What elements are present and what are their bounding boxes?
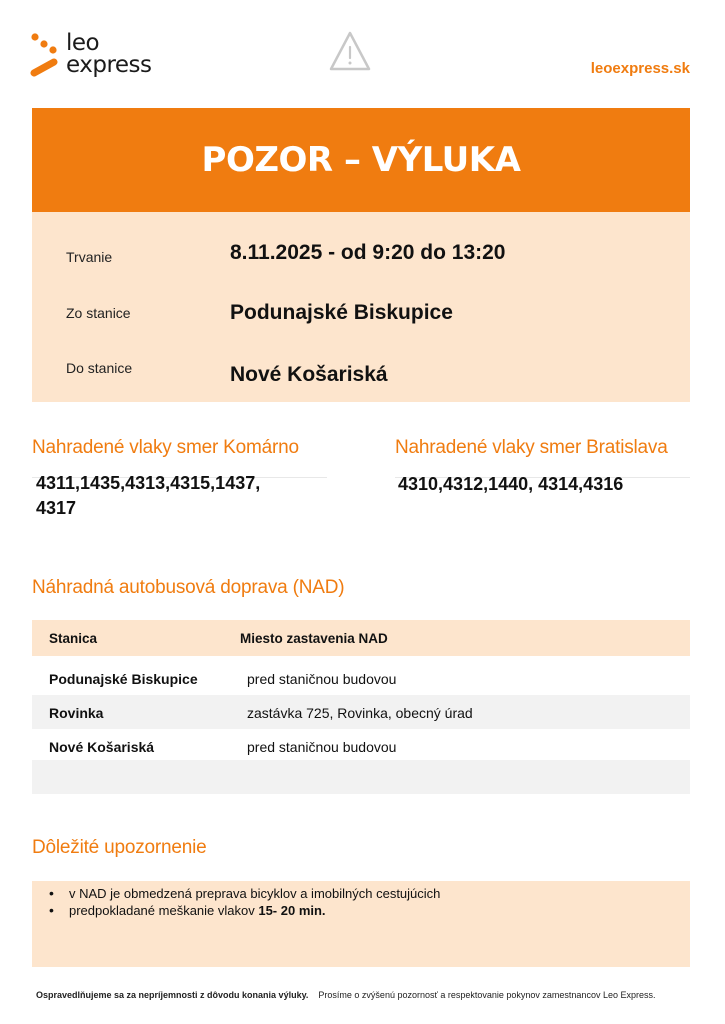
table-row — [32, 661, 690, 695]
logo-line-1: leo — [66, 30, 100, 56]
bratislava-trains-heading: Nahradené vlaky smer Bratislava — [395, 437, 668, 458]
nad-heading: Náhradná autobusová doprava (NAD) — [32, 577, 345, 598]
warning-triangle-icon — [328, 30, 372, 74]
alert-banner — [32, 108, 690, 212]
closure-info-box — [32, 212, 690, 402]
website-link[interactable]: leoexpress.sk — [590, 60, 690, 77]
list-item — [46, 885, 440, 902]
nad-col-station: Stanica — [49, 631, 98, 646]
nad-station: Podunajské Biskupice — [49, 671, 198, 687]
notice-item-text: v NAD je obmedzená preprava bicyklov a imobilných cestujúcich — [69, 886, 441, 901]
leo-express-dots-icon — [30, 32, 64, 78]
komarno-trains-heading: Nahradené vlaky smer Komárno — [32, 437, 299, 458]
notice-heading: Dôležité upozornenie — [32, 837, 207, 858]
duration-label: Trvanie — [66, 249, 113, 265]
duration-value: 8.11.2025 - od 9:20 do 13:20 — [230, 241, 506, 264]
from-station-value: Podunajské Biskupice — [230, 301, 453, 324]
komarno-trains-line-2: 4317 — [36, 498, 77, 518]
table-row — [32, 729, 690, 763]
nad-col-stop: Miesto zastavenia NAD — [240, 631, 388, 646]
nad-station: Nové Košariská — [49, 739, 155, 755]
from-station-label: Zo stanice — [66, 305, 131, 321]
footer-request: Prosíme o zvýšenú pozornosť a respektovanie pokynov zamestnancov Leo Express. — [318, 990, 656, 1000]
logo-line-2: express — [66, 52, 152, 78]
to-station-label: Do stanice — [66, 360, 133, 376]
nad-table-header — [32, 620, 690, 656]
nad-stop: zastávka 725, Rovinka, obecný úrad — [247, 705, 473, 721]
komarno-trains-list — [36, 471, 260, 521]
notice-item-text: predpokladané meškanie vlakov — [69, 903, 259, 918]
nad-station: Rovinka — [49, 705, 104, 721]
banner-title: POZOR – VÝLUKA — [201, 140, 521, 180]
nad-stop: pred staničnou budovou — [247, 671, 397, 687]
komarno-trains-line-1: 4311,1435,4313,4315,1437, — [36, 473, 261, 493]
notice-delay-value: 15- 20 min. — [258, 903, 326, 918]
table-row — [32, 695, 690, 729]
notice-list — [46, 885, 440, 919]
bratislava-trains-list: 4310,4312,1440, 4314,4316 — [398, 474, 624, 494]
to-station-value: Nové Košariská — [230, 363, 388, 386]
nad-stop: pred staničnou budovou — [247, 739, 397, 755]
notice-box — [32, 881, 690, 967]
leo-express-logo — [30, 32, 170, 82]
footer-apology: Ospravedlňujeme sa za nepríjemnosti z dôvodu konania výluky. — [36, 990, 309, 1000]
list-item — [46, 902, 440, 919]
logo-wordmark — [66, 32, 152, 76]
footer-note — [36, 990, 655, 1000]
table-row-empty — [32, 760, 690, 794]
